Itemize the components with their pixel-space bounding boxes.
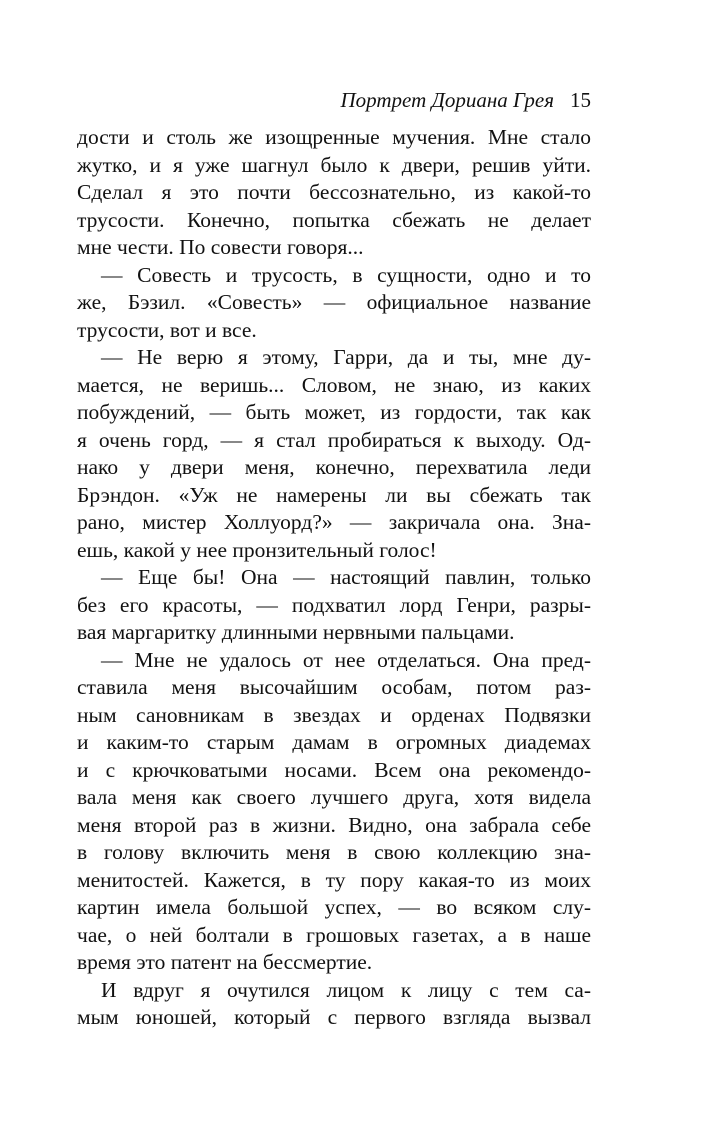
text-line: Брэндон. «Уж не намерены ли вы сбежать так <box>77 482 591 507</box>
running-header <box>77 88 591 122</box>
text-line: меня второй раз в жизни. Видно, она забрала себе <box>77 812 591 837</box>
body-text <box>77 124 591 1032</box>
text-line: же, Бэзил. «Совесть» — официальное название <box>77 290 591 314</box>
text-line: рано, мистер Холлуорд?» — закричала она. Зна- <box>77 510 591 534</box>
text-line: мается, не веришь... Словом, не знаю, из каких <box>77 372 591 397</box>
text-line: — Не верю я этому, Гарри, да и ты, мне ду- <box>101 345 591 369</box>
text-line: дости и столь же изощренные мучения. Мне стало <box>77 125 591 149</box>
text-line: вая маргаритку длинными нервными пальцами. <box>77 620 515 644</box>
text-line: трусости. Конечно, попытка сбежать не делает <box>77 207 591 232</box>
page-number: 15 <box>570 88 591 112</box>
text-line: я очень горд, — я стал пробираться к выходу. Од- <box>77 427 591 452</box>
book-page <box>77 88 591 1032</box>
text-line: трусости, вот и все. <box>77 317 257 342</box>
text-line: Сделал я это почти бессознательно, из какой-то <box>77 180 591 204</box>
text-line: менитостей. Кажется, в ту пору какая-то из моих <box>77 867 591 892</box>
running-title: Портрет Дориана Грея <box>340 88 554 112</box>
text-line: ставила меня высочайшим особам, потом раз- <box>77 675 591 699</box>
text-line: чае, о ней болтали в грошовых газетах, а в наше <box>77 922 591 947</box>
text-line: и с крючковатыми носами. Всем она рекомендо- <box>77 757 591 782</box>
text-line: в голову включить меня в свою коллекцию зна- <box>77 840 591 864</box>
text-line: побуждений, — быть может, из гордости, так как <box>77 400 591 424</box>
text-line: ным сановникам в звездах и орденах Подвязки <box>77 702 591 727</box>
text-line: — Мне не удалось от нее отделаться. Она пред- <box>101 647 591 672</box>
text-line: — Совесть и трусость, в сущности, одно и то <box>101 262 591 287</box>
text-line: нако у двери меня, конечно, перехватила леди <box>77 455 591 479</box>
text-line: ешь, какой у нее пронзительный голос! <box>77 537 437 562</box>
text-line: и каким-то старым дамам в огромных диадемах <box>77 730 591 754</box>
text-line: вала меня как своего лучшего друга, хотя видела <box>77 785 591 809</box>
text-line: — Еще бы! Она — настоящий павлин, только <box>101 565 591 589</box>
text-line: И вдруг я очутился лицом к лицу с тем са- <box>101 977 591 1002</box>
text-line: мне чести. По совести говоря... <box>77 235 364 259</box>
text-line: картин имела большой успех, — во всяком слу- <box>77 895 591 919</box>
text-line: мым юношей, который с первого взгляда вызвал <box>77 1005 591 1029</box>
text-line: жутко, и я уже шагнул было к двери, решив уйти. <box>77 152 591 177</box>
text-line: время это патент на бессмертие. <box>77 950 373 974</box>
text-line: без его красоты, — подхватил лорд Генри, разры- <box>77 592 591 617</box>
